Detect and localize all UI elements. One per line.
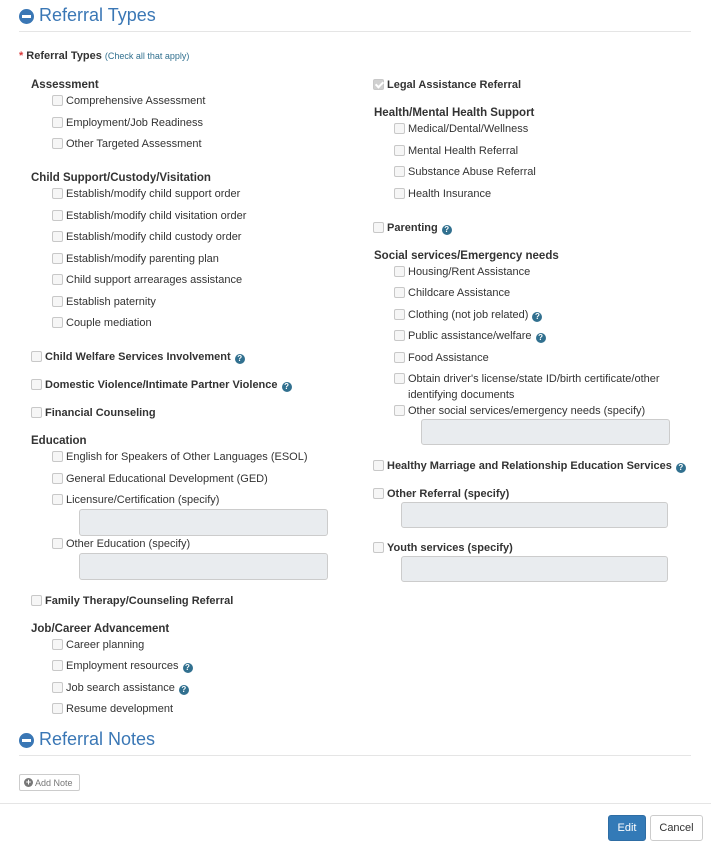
checkbox[interactable] [52, 494, 63, 505]
label-text: Housing/Rent Assistance [408, 265, 531, 278]
section-title: Referral Types [39, 5, 156, 25]
question-circle-icon[interactable]: ? [442, 225, 452, 235]
checkbox-medical-dental-wellness[interactable] [373, 121, 693, 143]
checkbox[interactable] [52, 210, 63, 221]
label-text: Family Therapy/Counseling Referral [45, 594, 234, 607]
checkbox[interactable] [52, 296, 63, 307]
checkbox-label [408, 403, 645, 419]
checkbox-label [66, 115, 203, 131]
checkbox-label [66, 136, 202, 152]
checkbox-resume-development[interactable] [31, 701, 351, 723]
right-column [373, 77, 693, 582]
checkbox-mental-health-referral[interactable] [373, 143, 693, 165]
cancel-button[interactable]: Cancel [650, 815, 703, 841]
label-text: Career planning [66, 638, 145, 651]
specify-input[interactable] [79, 509, 328, 536]
checkbox-childcare-assistance[interactable] [373, 285, 693, 307]
checkbox-label [408, 264, 530, 280]
checkbox-domestic-violence-intimate-partner-viole[interactable] [31, 377, 351, 405]
label-text: Establish paternity [66, 295, 156, 308]
checkbox-label [408, 371, 693, 403]
checkbox[interactable] [31, 595, 42, 606]
footer-divider [0, 803, 711, 804]
label-text: Clothing (not job related) [408, 308, 529, 321]
label-text: Child support arrearages assistance [66, 274, 243, 286]
label-text: Medical/Dental/Wellness [408, 123, 529, 135]
checkbox[interactable] [373, 460, 384, 471]
checkbox-label [66, 471, 268, 487]
label-text: Youth services (specify) [387, 542, 513, 554]
checkbox[interactable] [373, 542, 384, 553]
checkbox-obtain-driver-s-license-state-id-birth-c[interactable] [373, 371, 693, 403]
checkbox-establish-modify-child-support-order[interactable] [31, 186, 351, 208]
add-note-button[interactable] [19, 774, 80, 791]
checkbox-food-assistance[interactable] [373, 350, 693, 372]
checkbox[interactable] [52, 253, 63, 264]
label-text: Mental Health Referral [408, 144, 519, 157]
label-text: Employment resources [66, 660, 179, 672]
checkbox[interactable] [394, 352, 405, 363]
checkbox-label [66, 208, 246, 224]
field-hint: (Check all that apply) [104, 51, 190, 61]
checkbox-healthy-marriage-and-relationship-educat[interactable] [373, 458, 693, 486]
field-label: Referral Types [26, 50, 102, 62]
checkbox-label [387, 486, 509, 502]
checkbox-label [408, 350, 489, 366]
checkbox-label [45, 377, 292, 393]
label-text: Legal Assistance Referral [387, 79, 522, 91]
checkbox-label [387, 220, 452, 236]
question-circle-icon[interactable]: ? [532, 312, 542, 322]
checkbox-family-therapy-counseling-referral[interactable] [31, 593, 351, 621]
checkbox-establish-paternity[interactable] [31, 294, 351, 316]
checkbox-label [66, 93, 205, 109]
left-column [31, 77, 351, 723]
section-title: Referral Notes [39, 729, 156, 749]
checkbox-label [66, 272, 242, 288]
checkbox-label [45, 593, 233, 609]
add-note-label: Add Note [35, 777, 73, 788]
question-circle-icon[interactable]: ? [282, 382, 292, 392]
required-marker: * [19, 50, 24, 62]
group-heading: Health/Mental Health Support [374, 107, 535, 119]
label-text: Resume development [66, 703, 174, 715]
checkbox[interactable] [31, 351, 42, 362]
label-text: Healthy Marriage and Relationship Education Services [387, 459, 672, 472]
label-text: Employment/Job Readiness [66, 116, 203, 129]
referral-types-header[interactable] [19, 5, 691, 32]
question-circle-icon[interactable]: ? [676, 463, 686, 473]
checkbox[interactable] [52, 660, 63, 671]
label-text: Child Welfare Services Involvement [45, 351, 231, 363]
label-text: Establish/modify child visitation order [66, 209, 247, 222]
minus-circle-icon[interactable] [19, 9, 34, 24]
checkbox[interactable] [52, 188, 63, 199]
checkbox-label [66, 229, 241, 245]
checkbox[interactable] [52, 274, 63, 285]
referral-types-label [19, 50, 189, 62]
label-text: Job search assistance [66, 681, 175, 694]
checkbox-financial-counseling[interactable] [31, 405, 351, 433]
label-text: Parenting [387, 221, 438, 234]
checkbox[interactable] [394, 405, 405, 416]
label-text: Other Referral (specify) [387, 487, 510, 500]
question-circle-icon[interactable]: ? [183, 663, 193, 673]
checkbox-job-search-assistance[interactable] [31, 680, 351, 702]
checkbox-label [408, 328, 546, 344]
specify-input[interactable] [79, 553, 328, 580]
checkbox-label [387, 458, 686, 474]
label-text: Other social services/emergency needs (specify) [408, 405, 646, 417]
specify-input[interactable] [401, 502, 668, 528]
group-heading: Assessment [31, 79, 99, 91]
checkbox[interactable] [52, 317, 63, 328]
checkbox-substance-abuse-referral[interactable] [373, 164, 693, 186]
label-text: Childcare Assistance [408, 287, 511, 299]
question-circle-icon[interactable]: ? [536, 333, 546, 343]
label-text: Establish/modify child custody order [66, 231, 242, 243]
checkbox[interactable] [394, 266, 405, 277]
checkbox-label [66, 315, 152, 331]
question-circle-icon[interactable]: ? [235, 354, 245, 364]
checkbox[interactable] [52, 639, 63, 650]
label-text: Establish/modify parenting plan [66, 252, 219, 265]
checkbox-establish-modify-child-visitation-order[interactable] [31, 208, 351, 230]
checkbox-label [45, 349, 245, 365]
label-text: Public assistance/welfare [408, 330, 532, 342]
question-circle-icon[interactable]: ? [179, 685, 189, 695]
label-text: Health Insurance [408, 187, 492, 200]
checkbox[interactable] [31, 407, 42, 418]
checkbox[interactable] [52, 538, 63, 549]
checkbox-label [408, 164, 536, 180]
checkbox-label [45, 405, 156, 421]
plus-circle-icon: + [25, 777, 32, 787]
checkbox-public-assistance-welfare[interactable] [373, 328, 693, 350]
checkbox-housing-rent-assistance[interactable] [373, 264, 693, 286]
checkbox-label [66, 251, 219, 267]
minus-circle-icon[interactable] [19, 733, 34, 748]
label-text: English for Speakers of Other Languages (ESOL) [66, 451, 308, 463]
checkbox-employment-resources[interactable] [31, 658, 351, 680]
checkbox-legal-assistance-referral[interactable] [373, 77, 693, 105]
label-text: Licensure/Certification (specify) [66, 494, 220, 506]
checkbox-career-planning[interactable] [31, 637, 351, 659]
checkbox[interactable] [394, 309, 405, 320]
group-heading: Social services/Emergency needs [374, 249, 559, 262]
referral-notes-header[interactable] [19, 729, 691, 756]
edit-button[interactable]: Edit [608, 815, 646, 841]
group-heading: Child Support/Custody/Visitation [31, 172, 211, 184]
checkbox-label [387, 77, 521, 93]
checkbox-health-insurance[interactable] [373, 186, 693, 208]
checkbox[interactable] [373, 79, 384, 90]
checkbox[interactable] [52, 138, 63, 149]
checkbox-label [408, 186, 491, 202]
checkbox[interactable] [394, 330, 405, 341]
checkbox-english-for-speakers-of-other-languages-[interactable] [31, 449, 351, 471]
checkbox-child-support-arrearages-assistance[interactable] [31, 272, 351, 294]
checkbox[interactable] [394, 166, 405, 177]
checkbox[interactable] [52, 451, 63, 462]
label-text: General Educational Development (GED) [66, 472, 268, 485]
checkbox-label [408, 143, 518, 159]
checkbox-label [66, 536, 190, 552]
group-heading: Job/Career Advancement [31, 622, 170, 635]
label-text: Other Education (specify) [66, 538, 191, 550]
label-text: Food Assistance [408, 351, 489, 364]
checkbox[interactable] [52, 473, 63, 484]
checkbox-label [408, 285, 510, 301]
checkbox[interactable] [373, 222, 384, 233]
checkbox-child-welfare-services-involvement[interactable] [31, 349, 351, 377]
checkbox-comprehensive-assessment[interactable] [31, 93, 351, 115]
label-text: Establish/modify child support order [66, 188, 241, 200]
checkbox[interactable] [52, 117, 63, 128]
label-text: Obtain driver's license/state ID/birth certificate/other identifying documents [408, 373, 660, 401]
checkbox-label [408, 307, 542, 323]
label-text: Comprehensive Assessment [66, 95, 206, 107]
label-text: Domestic Violence/Intimate Partner Violence [45, 379, 278, 391]
checkbox-label [66, 449, 308, 465]
checkbox-label [66, 294, 156, 310]
label-text: Other Targeted Assessment [66, 138, 202, 150]
checkbox[interactable] [394, 123, 405, 134]
checkbox[interactable] [52, 703, 63, 714]
checkbox-employment-job-readiness[interactable] [31, 115, 351, 137]
checkbox-establish-modify-parenting-plan[interactable] [31, 251, 351, 273]
checkbox[interactable] [394, 373, 405, 384]
checkbox-label [408, 121, 528, 137]
label-text: Couple mediation [66, 317, 152, 329]
checkbox[interactable] [394, 188, 405, 199]
checkbox-clothing-not-job-related[interactable] [373, 307, 693, 329]
checkbox-label [66, 701, 173, 717]
label-text: Financial Counseling [45, 407, 156, 419]
checkbox[interactable] [52, 95, 63, 106]
specify-input[interactable] [421, 419, 670, 445]
group-heading: Education [31, 435, 87, 447]
checkbox-establish-modify-child-custody-order[interactable] [31, 229, 351, 251]
checkbox-label [387, 540, 513, 556]
checkbox[interactable] [394, 145, 405, 156]
checkbox-label [66, 658, 193, 674]
label-text: Substance Abuse Referral [408, 166, 536, 178]
checkbox[interactable] [394, 287, 405, 298]
checkbox-parenting[interactable] [373, 220, 693, 248]
checkbox-label [66, 492, 219, 508]
checkbox[interactable] [373, 488, 384, 499]
checkbox[interactable] [52, 682, 63, 693]
checkbox-label [66, 637, 144, 653]
checkbox-general-educational-development-ged[interactable] [31, 471, 351, 493]
checkbox[interactable] [31, 379, 42, 390]
specify-input[interactable] [401, 556, 668, 582]
checkbox[interactable] [52, 231, 63, 242]
checkbox-label [66, 680, 189, 696]
checkbox-other-targeted-assessment[interactable] [31, 136, 351, 158]
checkbox-label [66, 186, 240, 202]
checkbox-couple-mediation[interactable] [31, 315, 351, 337]
